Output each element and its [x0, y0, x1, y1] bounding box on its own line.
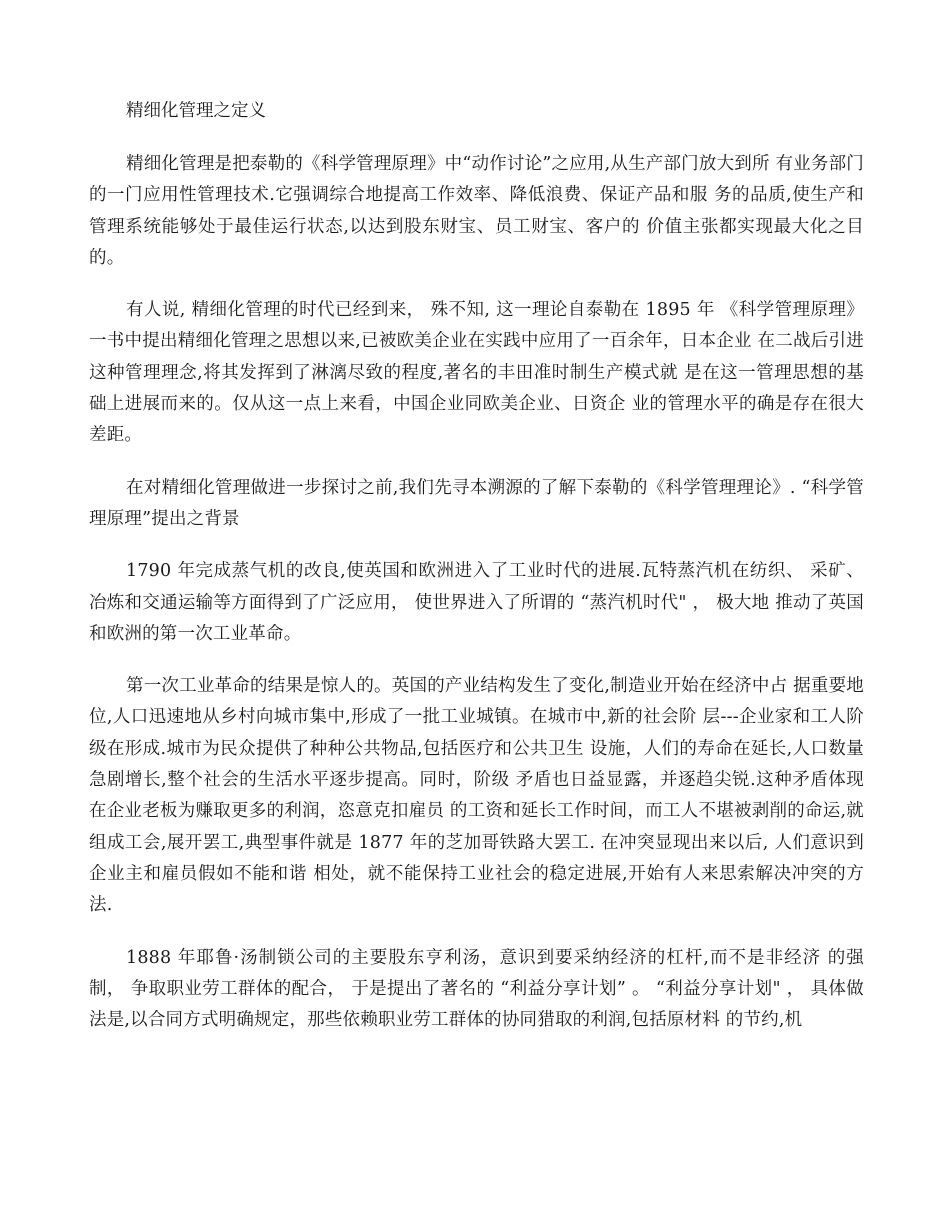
- paragraph-profit-sharing: 1888 年耶鲁·汤制锁公司的主要股东亨利汤，意识到要采纳经济的杠杆,而不是非经济 的强制， 争取职业劳工群体的配合， 于是提出了著名的 “利益分享计划” 。 “利益分享计划" ， 具体做法是,以合同方式明确规定，那些依赖职业劳工群体的协同猎取的利润,包括原材料 的节约,机: [89, 947, 864, 1031]
- paragraph-industrial-revolution: 第一次工业革命的结果是惊人的。英国的产业结构发生了变化,制造业开始在经济中占 据重要地位,人口迅速地从乡村向城市集中,形成了一批工业城镇。在城市中,新的社会阶 层---企业家和工人阶级在形成.城市为民众提供了种种公共物品,包括医疗和公共卫生 设施，人们的寿命在延长,人口数量急剧增长,整个社会的生活水平逐步提高。同时，阶级 矛盾也日益显露，并逐趋尖锐.这种矛盾体现在企业老板为赚取更多的利润，恣意克扣雇员 的工资和延长工作时间，而工人不堪被剥削的命运,就组成工会,展开罢工,典型事件就是 1877 年的芝加哥铁路大罢工. 在冲突显现出来以后, 人们意识到企业主和雇员假如不能和谐 相处，就不能保持工业社会的稳定进展,开始有人来思索解决冲突的方法.: [89, 676, 864, 916]
- paragraph-definition: 精细化管理是把泰勒的《科学管理原理》中“动作讨论”之应用,从生产部门放大到所 有业务部门的一门应用性管理技术.它强调综合地提高工作效率、降低浪费、保证产品和服 务的品质,使生产和管理系统能够处于最佳运行状态,以达到股东财宝、员工财宝、客户的 价值主张都实现最大化之目的。: [89, 154, 864, 268]
- paragraph-background-intro: 在对精细化管理做进一步探讨之前,我们先寻本溯源的了解下泰勒的《科学管理理论》. “科学管理原理”提出之背景: [89, 477, 864, 529]
- section-title: 精细化管理之定义: [126, 101, 266, 121]
- paragraph-steam-engine: 1790 年完成蒸气机的改良,使英国和欧洲进入了工业时代的进展.瓦特蒸汽机在纺织、 采矿、冶炼和交通运输等方面得到了广泛应用， 使世界进入了所谓的 “蒸汽机时代" ， 极大地 推动了英国和欧洲的第一次工业革命。: [89, 561, 864, 644]
- paragraph-history: 有人说, 精细化管理的时代已经到来， 殊不知, 这一理论自泰勒在 1895 年 《科学管理原理》一书中提出精细化管理之思想以来,已被欧美企业在实践中应用了一百余年，日本企业 在二战后引进这种管理理念,将其发挥到了淋漓尽致的程度,著名的丰田准时制生产模式就 是在这一管理思想的基础上进展而来的。仅从这一点上来看，中国企业同欧美企业、日资企 业的管理水平的确是存在很大差距。: [89, 300, 864, 446]
